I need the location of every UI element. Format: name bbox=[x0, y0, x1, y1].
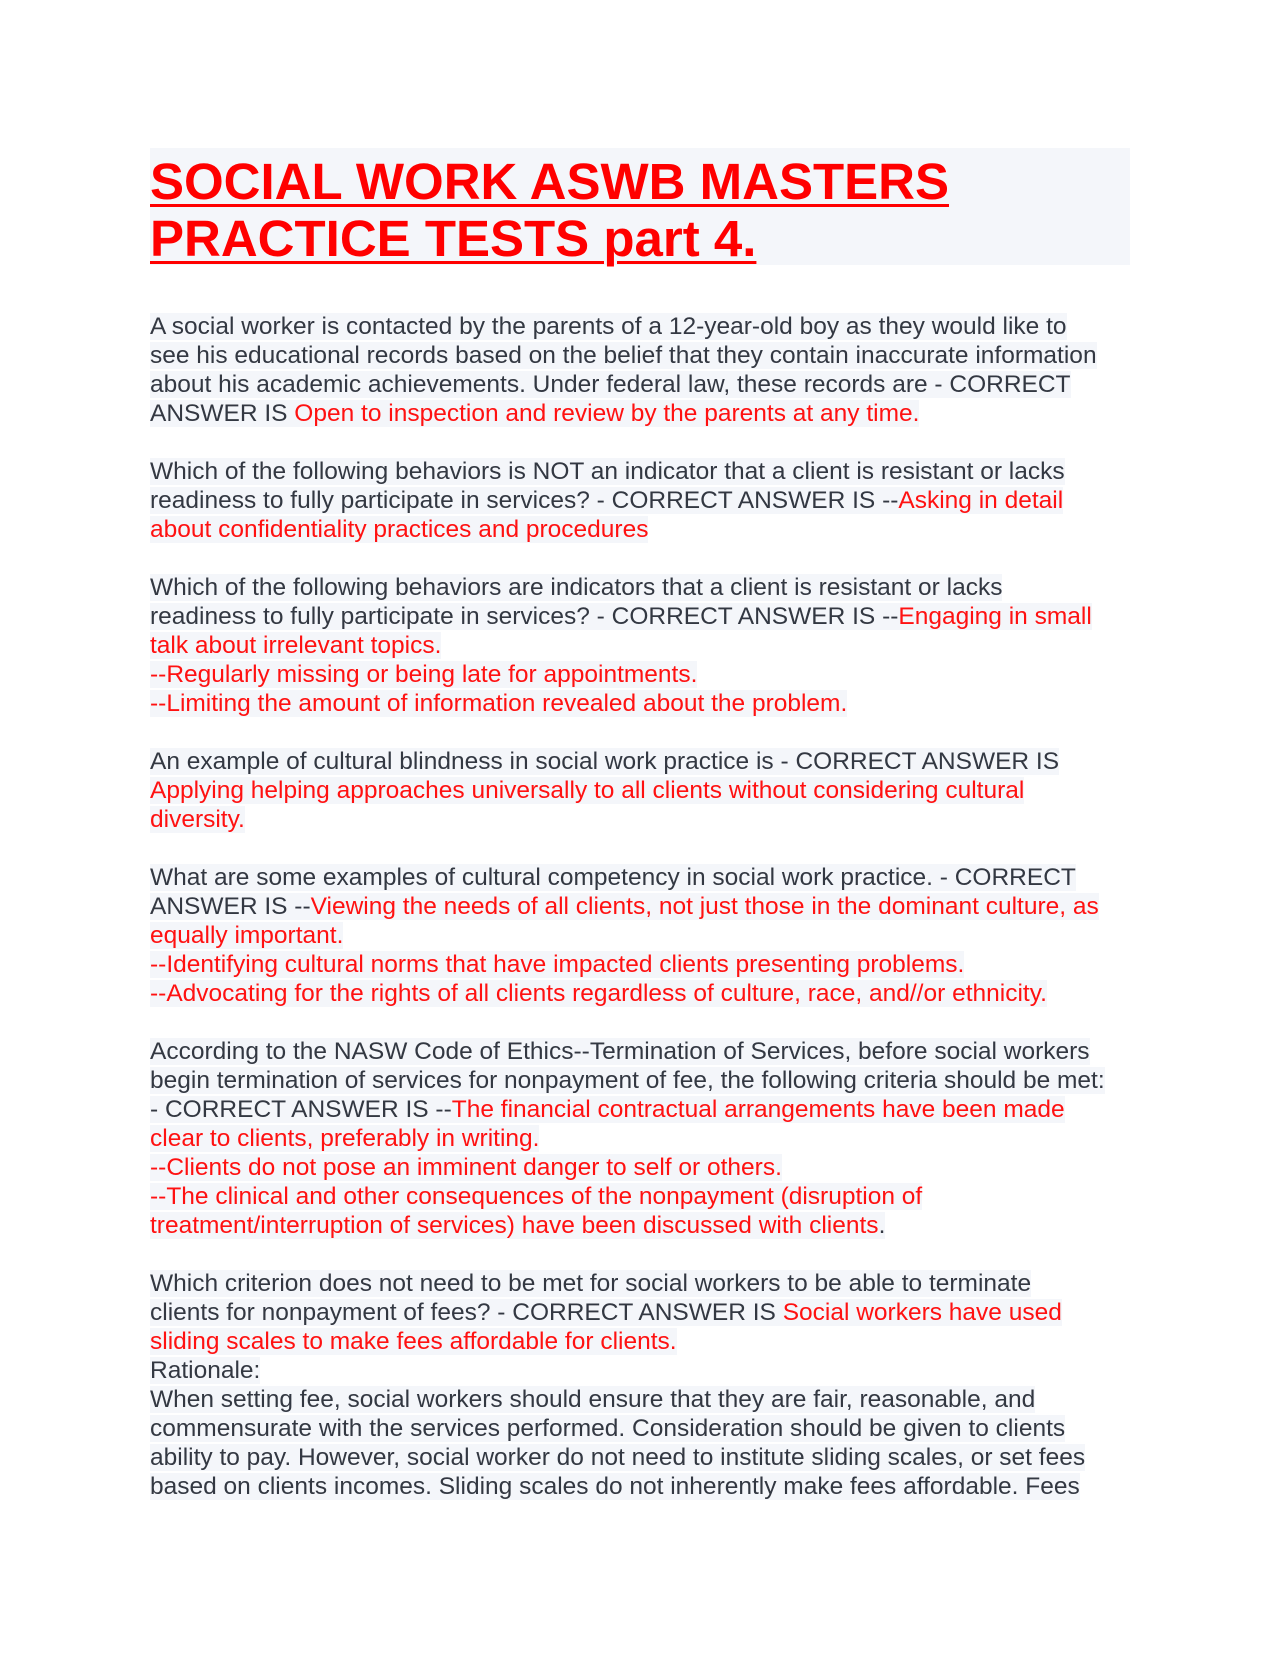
text-line bbox=[150, 921, 1150, 950]
text-line bbox=[150, 1298, 1150, 1327]
answer-text: Engaging in small bbox=[898, 603, 1092, 630]
answer-text: --Limiting the amount of information revealed about the problem. bbox=[150, 690, 848, 717]
title-line-1: SOCIAL WORK ASWB MASTERS bbox=[150, 153, 949, 210]
text-line bbox=[150, 1182, 1150, 1211]
answer-text: diversity. bbox=[150, 806, 245, 833]
answer-text: The financial contractual arrangements have been made bbox=[451, 1096, 1065, 1123]
answer-text: equally important. bbox=[150, 922, 344, 949]
text-line bbox=[150, 631, 1150, 660]
question-text: clients for nonpayment of fees? - CORRECT ANSWER IS bbox=[150, 1299, 783, 1326]
qa-paragraph bbox=[150, 312, 1150, 428]
answer-text: Asking in detail bbox=[898, 487, 1064, 514]
question-text: Which of the following behaviors are indicators that a client is resistant or lacks bbox=[150, 574, 1003, 601]
answer-text: Open to inspection and review by the parents at any time. bbox=[294, 400, 920, 427]
text-line bbox=[150, 486, 1150, 515]
question-text: ability to pay. However, social worker do not need to institute sliding scales, or set fees bbox=[150, 1444, 1086, 1471]
answer-text: treatment/interruption of services) have been discussed with clients bbox=[150, 1212, 879, 1239]
question-text: ANSWER IS -- bbox=[150, 893, 311, 920]
qa-paragraph bbox=[150, 457, 1150, 544]
question-text: A social worker is contacted by the parents of a 12-year-old boy as they would like to bbox=[150, 313, 1067, 340]
question-text: According to the NASW Code of Ethics--Termination of Services, before social workers bbox=[150, 1038, 1090, 1065]
qa-paragraph bbox=[150, 1037, 1150, 1240]
question-text: . bbox=[878, 1212, 886, 1239]
text-line bbox=[150, 1385, 1150, 1414]
text-line bbox=[150, 1066, 1150, 1095]
text-line bbox=[150, 1153, 1150, 1182]
question-text: When setting fee, social workers should ensure that they are fair, reasonable, and bbox=[150, 1386, 1036, 1413]
question-text: commensurate with the services performed. Consideration should be given to clients bbox=[150, 1415, 1066, 1442]
text-line bbox=[150, 1269, 1150, 1298]
text-line bbox=[150, 1356, 1150, 1385]
question-text: What are some examples of cultural competency in social work practice. - CORRECT bbox=[150, 864, 1076, 891]
text-line bbox=[150, 1211, 1150, 1240]
question-text: Which of the following behaviors is NOT an indicator that a client is resistant or lacks bbox=[150, 458, 1065, 485]
answer-text: clear to clients, preferably in writing. bbox=[150, 1125, 540, 1152]
text-line bbox=[150, 776, 1150, 805]
question-text: based on clients incomes. Sliding scales do not inherently make fees affordable. Fees bbox=[150, 1473, 1080, 1500]
text-line bbox=[150, 979, 1150, 1008]
text-line bbox=[150, 1472, 1150, 1501]
qa-paragraph bbox=[150, 747, 1150, 834]
question-text: An example of cultural blindness in social work practice is - CORRECT ANSWER IS bbox=[150, 748, 1060, 775]
answer-text: --Identifying cultural norms that have impacted clients presenting problems. bbox=[150, 951, 965, 978]
text-line bbox=[150, 805, 1150, 834]
answer-text: --Regularly missing or being late for appointments. bbox=[150, 661, 698, 688]
question-text: ANSWER IS bbox=[150, 400, 295, 427]
text-line bbox=[150, 1095, 1150, 1124]
question-text: begin termination of services for nonpayment of fee, the following criteria should be met: bbox=[150, 1067, 1105, 1094]
text-line bbox=[150, 892, 1150, 921]
qa-content bbox=[150, 312, 1150, 1530]
answer-text: Applying helping approaches universally to all clients without considering cultural bbox=[150, 777, 1025, 804]
answer-text: about confidentiality practices and procedures bbox=[150, 516, 649, 543]
qa-paragraph bbox=[150, 1269, 1150, 1501]
question-text: about his academic achievements. Under federal law, these records are - CORRECT bbox=[150, 371, 1071, 398]
answer-text: Social workers have used bbox=[782, 1299, 1062, 1326]
text-line bbox=[150, 1327, 1150, 1356]
answer-text: talk about irrelevant topics. bbox=[150, 632, 442, 659]
text-line bbox=[150, 747, 1150, 776]
answer-text: --The clinical and other consequences of the nonpayment (disruption of bbox=[150, 1183, 923, 1210]
question-text: Which criterion does not need to be met for social workers to be able to terminate bbox=[150, 1270, 1032, 1297]
answer-text: --Clients do not pose an imminent danger to self or others. bbox=[150, 1154, 782, 1181]
answer-text: --Advocating for the rights of all clients regardless of culture, race, and//or ethnicity. bbox=[150, 980, 1047, 1007]
qa-paragraph bbox=[150, 573, 1150, 718]
text-line bbox=[150, 341, 1150, 370]
text-line bbox=[150, 863, 1150, 892]
answer-text: sliding scales to make fees affordable for clients. bbox=[150, 1328, 677, 1355]
text-line bbox=[150, 370, 1150, 399]
text-line bbox=[150, 573, 1150, 602]
question-text: Rationale: bbox=[150, 1357, 261, 1384]
document-title bbox=[150, 153, 949, 267]
text-line bbox=[150, 457, 1150, 486]
text-line bbox=[150, 660, 1150, 689]
text-line bbox=[150, 602, 1150, 631]
answer-text: Viewing the needs of all clients, not just those in the dominant culture, as bbox=[310, 893, 1099, 920]
text-line bbox=[150, 399, 1150, 428]
text-line bbox=[150, 1443, 1150, 1472]
question-text: readiness to fully participate in services? - CORRECT ANSWER IS -- bbox=[150, 603, 899, 630]
title-line-2: PRACTICE TESTS part 4. bbox=[150, 210, 757, 267]
text-line bbox=[150, 689, 1150, 718]
text-line bbox=[150, 1124, 1150, 1153]
text-line bbox=[150, 950, 1150, 979]
text-line bbox=[150, 1037, 1150, 1066]
question-text: readiness to fully participate in services? - CORRECT ANSWER IS -- bbox=[150, 487, 899, 514]
text-line bbox=[150, 515, 1150, 544]
qa-paragraph bbox=[150, 863, 1150, 1008]
text-line bbox=[150, 312, 1150, 341]
text-line bbox=[150, 1414, 1150, 1443]
question-text: - CORRECT ANSWER IS -- bbox=[150, 1096, 452, 1123]
question-text: see his educational records based on the belief that they contain inaccurate information bbox=[150, 342, 1097, 369]
